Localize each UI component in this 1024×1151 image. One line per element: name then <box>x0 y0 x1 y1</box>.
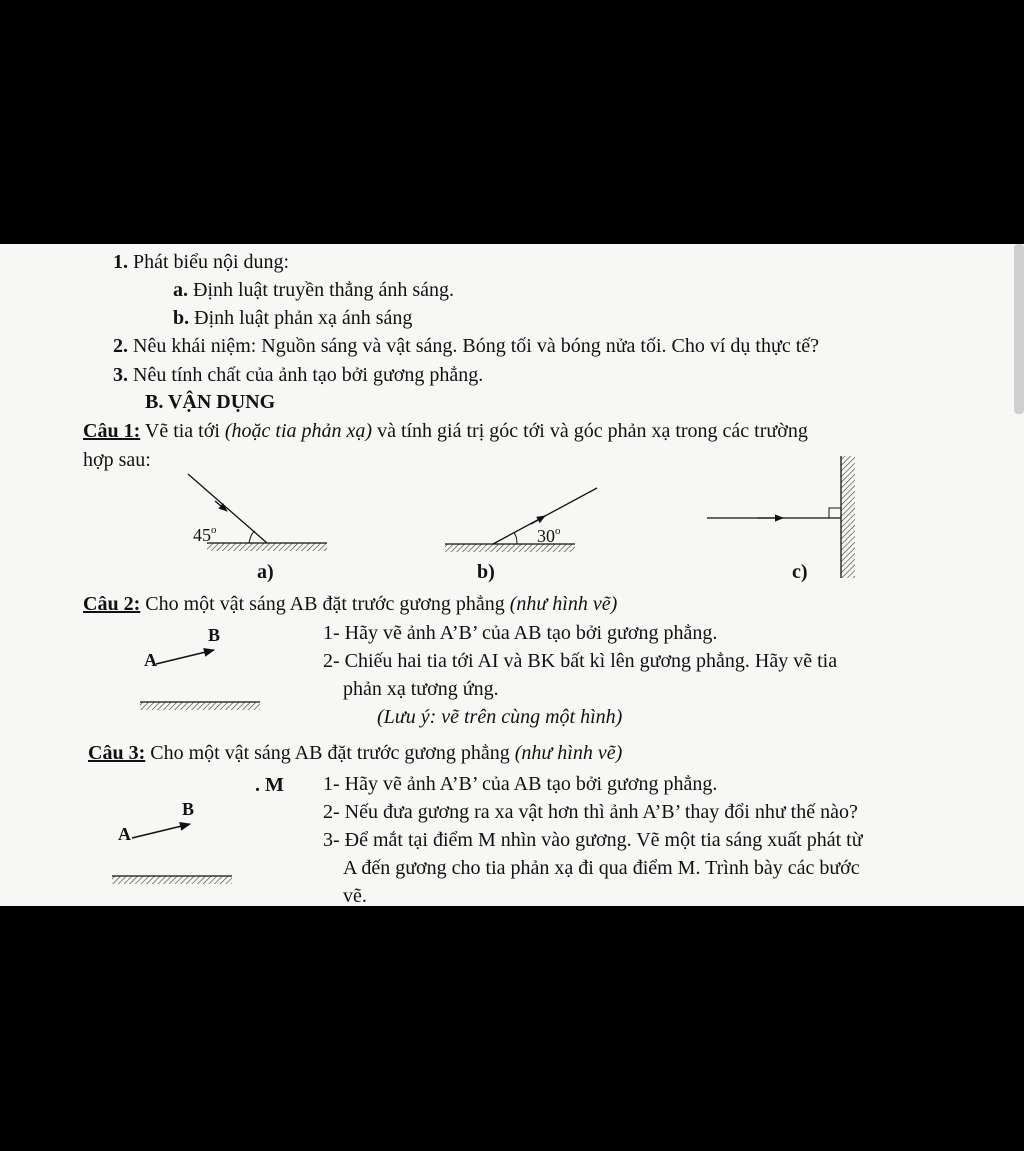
cau3-text-italic: (như hình vẽ) <box>514 742 623 764</box>
question-3-number: 3. <box>113 364 128 386</box>
mirror-cau3-hatch <box>112 876 232 884</box>
point-b-cau3: B <box>182 799 195 819</box>
right-angle-mark <box>829 508 841 518</box>
cau3-line <box>88 741 622 765</box>
cau2-label: Câu 2: <box>83 593 141 615</box>
mirror-cau2-hatch <box>140 702 260 710</box>
cau3-item-1: 1- Hãy vẽ ảnh A’B’ của AB tạo bởi gương phẳng. <box>323 773 718 795</box>
angle-arc-b <box>514 533 517 544</box>
caption-c: c) <box>792 561 808 583</box>
figure-a <box>185 469 335 569</box>
angle-label-b: 30$^o$ <box>537 525 561 546</box>
cau3-label: Câu 3: <box>88 742 146 764</box>
scrollbar-thumb[interactable] <box>1014 244 1024 414</box>
angle-arc-a <box>249 531 255 543</box>
cau3-item-3-cont: A đến gương cho tia phản xạ đi qua điểm M. Trình bày các bước <box>343 857 860 879</box>
document-page <box>0 244 1024 906</box>
cau2-line <box>83 592 617 616</box>
point-a-cau2: A <box>144 650 157 670</box>
cau2-item-2-cont: phản xạ tương ứng. <box>343 678 499 700</box>
figure-cau3 <box>110 790 250 890</box>
angle-label-a: 45$^o$ <box>193 524 217 545</box>
question-3 <box>113 363 483 387</box>
question-3-text: Nêu tính chất của ảnh tạo bởi gương phẳng. <box>133 364 484 386</box>
question-1a-letter: a. <box>173 279 188 301</box>
cau1-line <box>83 419 808 443</box>
question-1 <box>113 250 289 274</box>
section-b-title: B. VẬN DỤNG <box>145 391 276 413</box>
figure-b <box>445 484 615 564</box>
question-2-text: Nêu khái niệm: Nguồn sáng và vật sáng. Bóng tối và bóng nửa tối. Cho ví dụ thực tế? <box>133 335 820 357</box>
question-1-number: 1. <box>113 251 128 273</box>
object-ab-cau3 <box>132 824 190 838</box>
question-1b <box>173 306 412 330</box>
caption-b: b) <box>477 561 495 583</box>
question-1b-letter: b. <box>173 307 190 329</box>
caption-a: a) <box>257 561 274 583</box>
mirror-b-hatch <box>445 544 575 552</box>
cau3-item-3-end: vẽ. <box>343 885 367 906</box>
point-b-cau2: B <box>208 625 221 645</box>
question-2 <box>113 334 819 358</box>
ray-b-arrow <box>531 516 545 524</box>
mirror-c-hatch <box>841 456 855 578</box>
cau2-text: Cho một vật sáng AB đặt trước gương phẳng <box>140 593 510 615</box>
question-1b-text: Định luật phản xạ ánh sáng <box>194 307 413 329</box>
cau2-item-2: 2- Chiếu hai tia tới AI và BK bất kì lên gương phẳng. Hãy vẽ tia <box>323 650 838 672</box>
cau1-text-1: Vẽ tia tới <box>140 420 225 442</box>
cau1-line-cont: hợp sau: <box>83 449 151 471</box>
question-2-number: 2. <box>113 335 128 357</box>
cau3-item-3: 3- Để mắt tại điểm M nhìn vào gương. Vẽ một tia sáng xuất phát từ <box>323 829 863 851</box>
point-m: . M <box>255 774 284 796</box>
question-1-text: Phát biểu nội dung: <box>133 251 290 273</box>
point-a-cau3: A <box>118 824 131 844</box>
cau1-label: Câu 1: <box>83 420 141 442</box>
question-1a-text: Định luật truyền thẳng ánh sáng. <box>193 279 455 301</box>
cau3-item-2: 2- Nếu đưa gương ra xa vật hơn thì ảnh A’B’ thay đổi như thế nào? <box>323 801 858 823</box>
object-ab-cau2 <box>156 650 214 664</box>
cau3-text: Cho một vật sáng AB đặt trước gương phẳng <box>145 742 515 764</box>
cau1-text-2: và tính giá trị góc tới và góc phản xạ trong các trường <box>372 420 808 442</box>
cau2-text-italic: (như hình vẽ) <box>509 593 618 615</box>
figure-cau2 <box>138 616 278 716</box>
question-1a <box>173 278 454 302</box>
cau2-item-1: 1- Hãy vẽ ảnh A’B’ của AB tạo bởi gương phẳng. <box>323 622 718 644</box>
cau2-note: (Lưu ý: vẽ trên cùng một hình) <box>377 706 623 728</box>
mirror-a-hatch <box>207 543 327 551</box>
cau1-text-italic: (hoặc tia phản xạ) <box>224 420 373 442</box>
figure-c <box>705 454 865 584</box>
